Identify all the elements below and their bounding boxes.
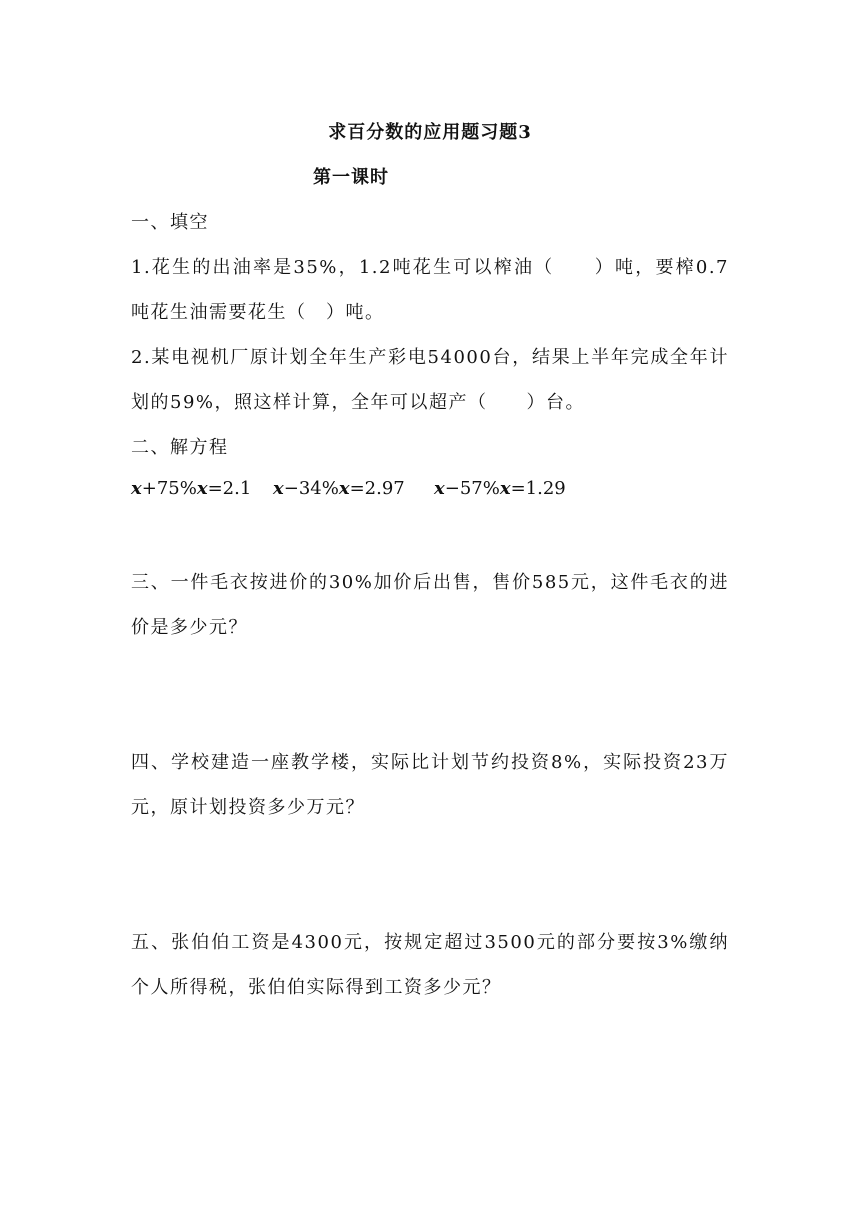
- equation-2-rhs: =2.97: [349, 478, 405, 499]
- lesson-subtitle: 第一课时: [313, 167, 389, 188]
- equation-1-var: x: [131, 478, 142, 499]
- question-4-line-1: 四、学校建造一座教学楼，实际比计划节约投资8%，实际投资23万: [131, 752, 729, 773]
- question-1-line-1: 1.花生的出油率是35%，1.2吨花生可以榨油（ ）吨，要榨0.7: [131, 257, 729, 278]
- question-2-line-1: 2.某电视机厂原计划全年生产彩电54000台，结果上半年完成全年计: [131, 347, 729, 368]
- section-equations-heading: 二、解方程: [131, 437, 229, 458]
- equation-1-var2: x: [196, 478, 208, 499]
- equation-1-op: +75%: [141, 478, 197, 499]
- equation-3-op: −57%: [444, 478, 500, 499]
- equation-2-var: x: [273, 478, 284, 499]
- equation-2: [273, 478, 405, 499]
- question-5-line-1: 五、张伯伯工资是4300元，按规定超过3500元的部分要按3%缴纳: [131, 932, 729, 953]
- question-2-line-2: 划的59%，照这样计算，全年可以超产（ ）台。: [131, 392, 586, 413]
- question-3-line-1: 三、一件毛衣按进价的30%加价后出售，售价585元，这件毛衣的进: [131, 572, 729, 593]
- equation-2-var2: x: [338, 478, 350, 499]
- question-4-line-2: 元，原计划投资多少万元？: [131, 797, 365, 818]
- page-title: 求百分数的应用题习题3: [328, 122, 532, 143]
- equation-3: [434, 478, 566, 499]
- section-fill-blank-heading: 一、填空: [131, 212, 209, 233]
- equation-1-rhs: =2.1: [207, 478, 252, 499]
- equation-3-var: x: [434, 478, 445, 499]
- equation-2-op: −34%: [283, 478, 339, 499]
- equation-1: [131, 478, 251, 499]
- equation-3-var2: x: [499, 478, 511, 499]
- equation-3-rhs: =1.29: [510, 478, 566, 499]
- question-1-line-2: 吨花生油需要花生（ ）吨。: [131, 302, 385, 323]
- question-5-line-2: 个人所得税，张伯伯实际得到工资多少元？: [131, 977, 502, 998]
- question-3-line-2: 价是多少元？: [131, 617, 248, 638]
